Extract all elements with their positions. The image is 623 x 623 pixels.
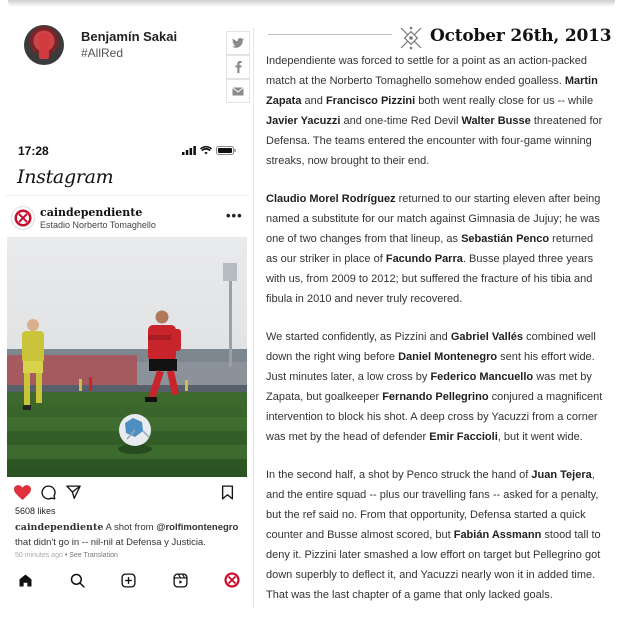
player-name: Gabriel Vallés — [450, 331, 524, 343]
player-name: Walter Busse — [461, 115, 531, 127]
share-icon[interactable] — [66, 485, 81, 499]
like-count[interactable]: 5608 likes — [15, 506, 56, 516]
comment-icon[interactable] — [41, 485, 56, 500]
author-name[interactable]: Benjamín Sakai — [81, 29, 178, 44]
player-name: Martin Zapata — [266, 75, 598, 107]
search-icon[interactable] — [70, 573, 85, 588]
player-name: Daniel Montenegro — [398, 351, 498, 363]
header-divider — [6, 195, 249, 196]
post-photo[interactable] — [7, 237, 247, 477]
top-shadow-bar — [8, 0, 615, 7]
player-name: Facundo Parra — [385, 253, 463, 265]
bottom-tab-bar — [18, 570, 240, 590]
status-time: 17:28 — [18, 144, 49, 158]
caption-mention[interactable]: @rolfimontenegro — [156, 522, 239, 533]
twitter-icon — [232, 38, 244, 48]
player-name: Claudio Morel Rodríguez — [266, 193, 396, 205]
ornament-emblem-icon — [398, 25, 424, 51]
share-facebook-button[interactable] — [226, 55, 250, 79]
article-paragraph-4: In the second half, a shot by Penco struck the hand of Juan Tejera, and the entire squad -- plus our travelling fans -- asked for a penalty, but the ref said no. From that opportunity, Defensa started a quick counter and Busse almost scored, but Fabián Assmann stood tall to deny it. Pizzini later smashed a low effort on target but Pellegrino got down superbly to deflect it, and Yacuzzi nearly won it in added time. That was the last chapter of a game that only lacked goals. — [266, 469, 601, 601]
email-icon — [232, 87, 244, 96]
like-heart-icon[interactable] — [14, 485, 31, 500]
caption-username[interactable]: caindependiente — [15, 522, 104, 533]
author-hashtag[interactable]: #AllRed — [81, 46, 124, 60]
post-meta — [15, 552, 118, 559]
see-translation-link[interactable]: • See Translation — [62, 552, 118, 559]
share-email-button[interactable] — [226, 79, 250, 103]
status-icons — [182, 146, 236, 155]
instagram-logo[interactable]: Instagram — [17, 166, 114, 188]
player-name: Fernando Pellegrino — [382, 391, 489, 403]
more-options-icon[interactable]: ••• — [226, 208, 243, 223]
reels-icon[interactable] — [173, 573, 188, 588]
post-username[interactable]: caindependiente — [40, 206, 143, 219]
facebook-icon — [235, 61, 242, 73]
article-paragraph-2: Claudio Morel Rodríguez returned to our starting eleven after being named a substitute for our match against Gimnasia de Jujuy; he was one of two changes from that lineup, as Sebastián Penco returned as our striker in place of Facundo Parra. Busse played three years with us, from 2009 to 2012; but suffered the fracture of his tibia and fibula in 2010 and never truly recovered. — [266, 193, 601, 305]
article-date: October 26th, 2013 — [430, 26, 612, 46]
article-paragraph-3: We started confidently, as Pizzini and Gabriel Vallés combined well down the right wing before Daniel Montenegro sent his effort wide. Just minutes later, a low cross by Federico Mancuello was met by Zapata, but goalkeeper Fernando Pellegrino conjured a magnificent intervention to block his shot. A deep cross by Yacuzzi from a corner was met by the head of defender Emir Faccioli, but it went wide. — [266, 331, 603, 443]
article-paragraph-1: Independiente was forced to settle for a point as an action-packed match at the Norberto Tomaghello somehow ended goalless. Martin Zapata and Francisco Pizzini both went really close for us -- while Javier Yacuzzi and one-time Red Devil Walter Busse threatened for Defensa. The teams entered the encounter with four-game winning streaks, now brought to their end. — [266, 55, 603, 167]
date-rule — [268, 34, 392, 35]
profile-crest-icon[interactable] — [224, 572, 240, 588]
author-avatar[interactable] — [24, 25, 64, 65]
bookmark-icon[interactable] — [221, 485, 234, 500]
player-name: Sebastián Penco — [461, 233, 550, 245]
player-name: Francisco Pizzini — [325, 95, 416, 107]
player-name: Javier Yacuzzi — [266, 115, 341, 127]
post-location[interactable]: Estadio Norberto Tomaghello — [40, 220, 156, 230]
home-icon[interactable] — [18, 573, 33, 588]
post-actions — [14, 484, 238, 502]
club-crest-icon — [14, 209, 32, 227]
post-avatar[interactable] — [11, 206, 35, 230]
battery-icon — [216, 146, 236, 155]
column-divider — [253, 28, 254, 608]
signal-icon — [182, 146, 196, 155]
share-twitter-button[interactable] — [226, 31, 250, 55]
post-time: 50 minutes ago — [15, 552, 63, 559]
football — [118, 414, 152, 454]
player-name: Emir Faccioli — [429, 431, 498, 443]
article-body — [266, 51, 606, 623]
player-name: Federico Mancuello — [430, 371, 534, 383]
player-name: Juan Tejera — [531, 469, 592, 481]
wifi-icon — [200, 146, 212, 155]
post-caption: caindependiente A shot from @rolfimontenegro that didn't go in -- nil-nil at Defensa y Justicia. — [15, 522, 239, 548]
player-name: Fabián Assmann — [453, 529, 542, 541]
new-post-icon[interactable] — [121, 573, 136, 588]
